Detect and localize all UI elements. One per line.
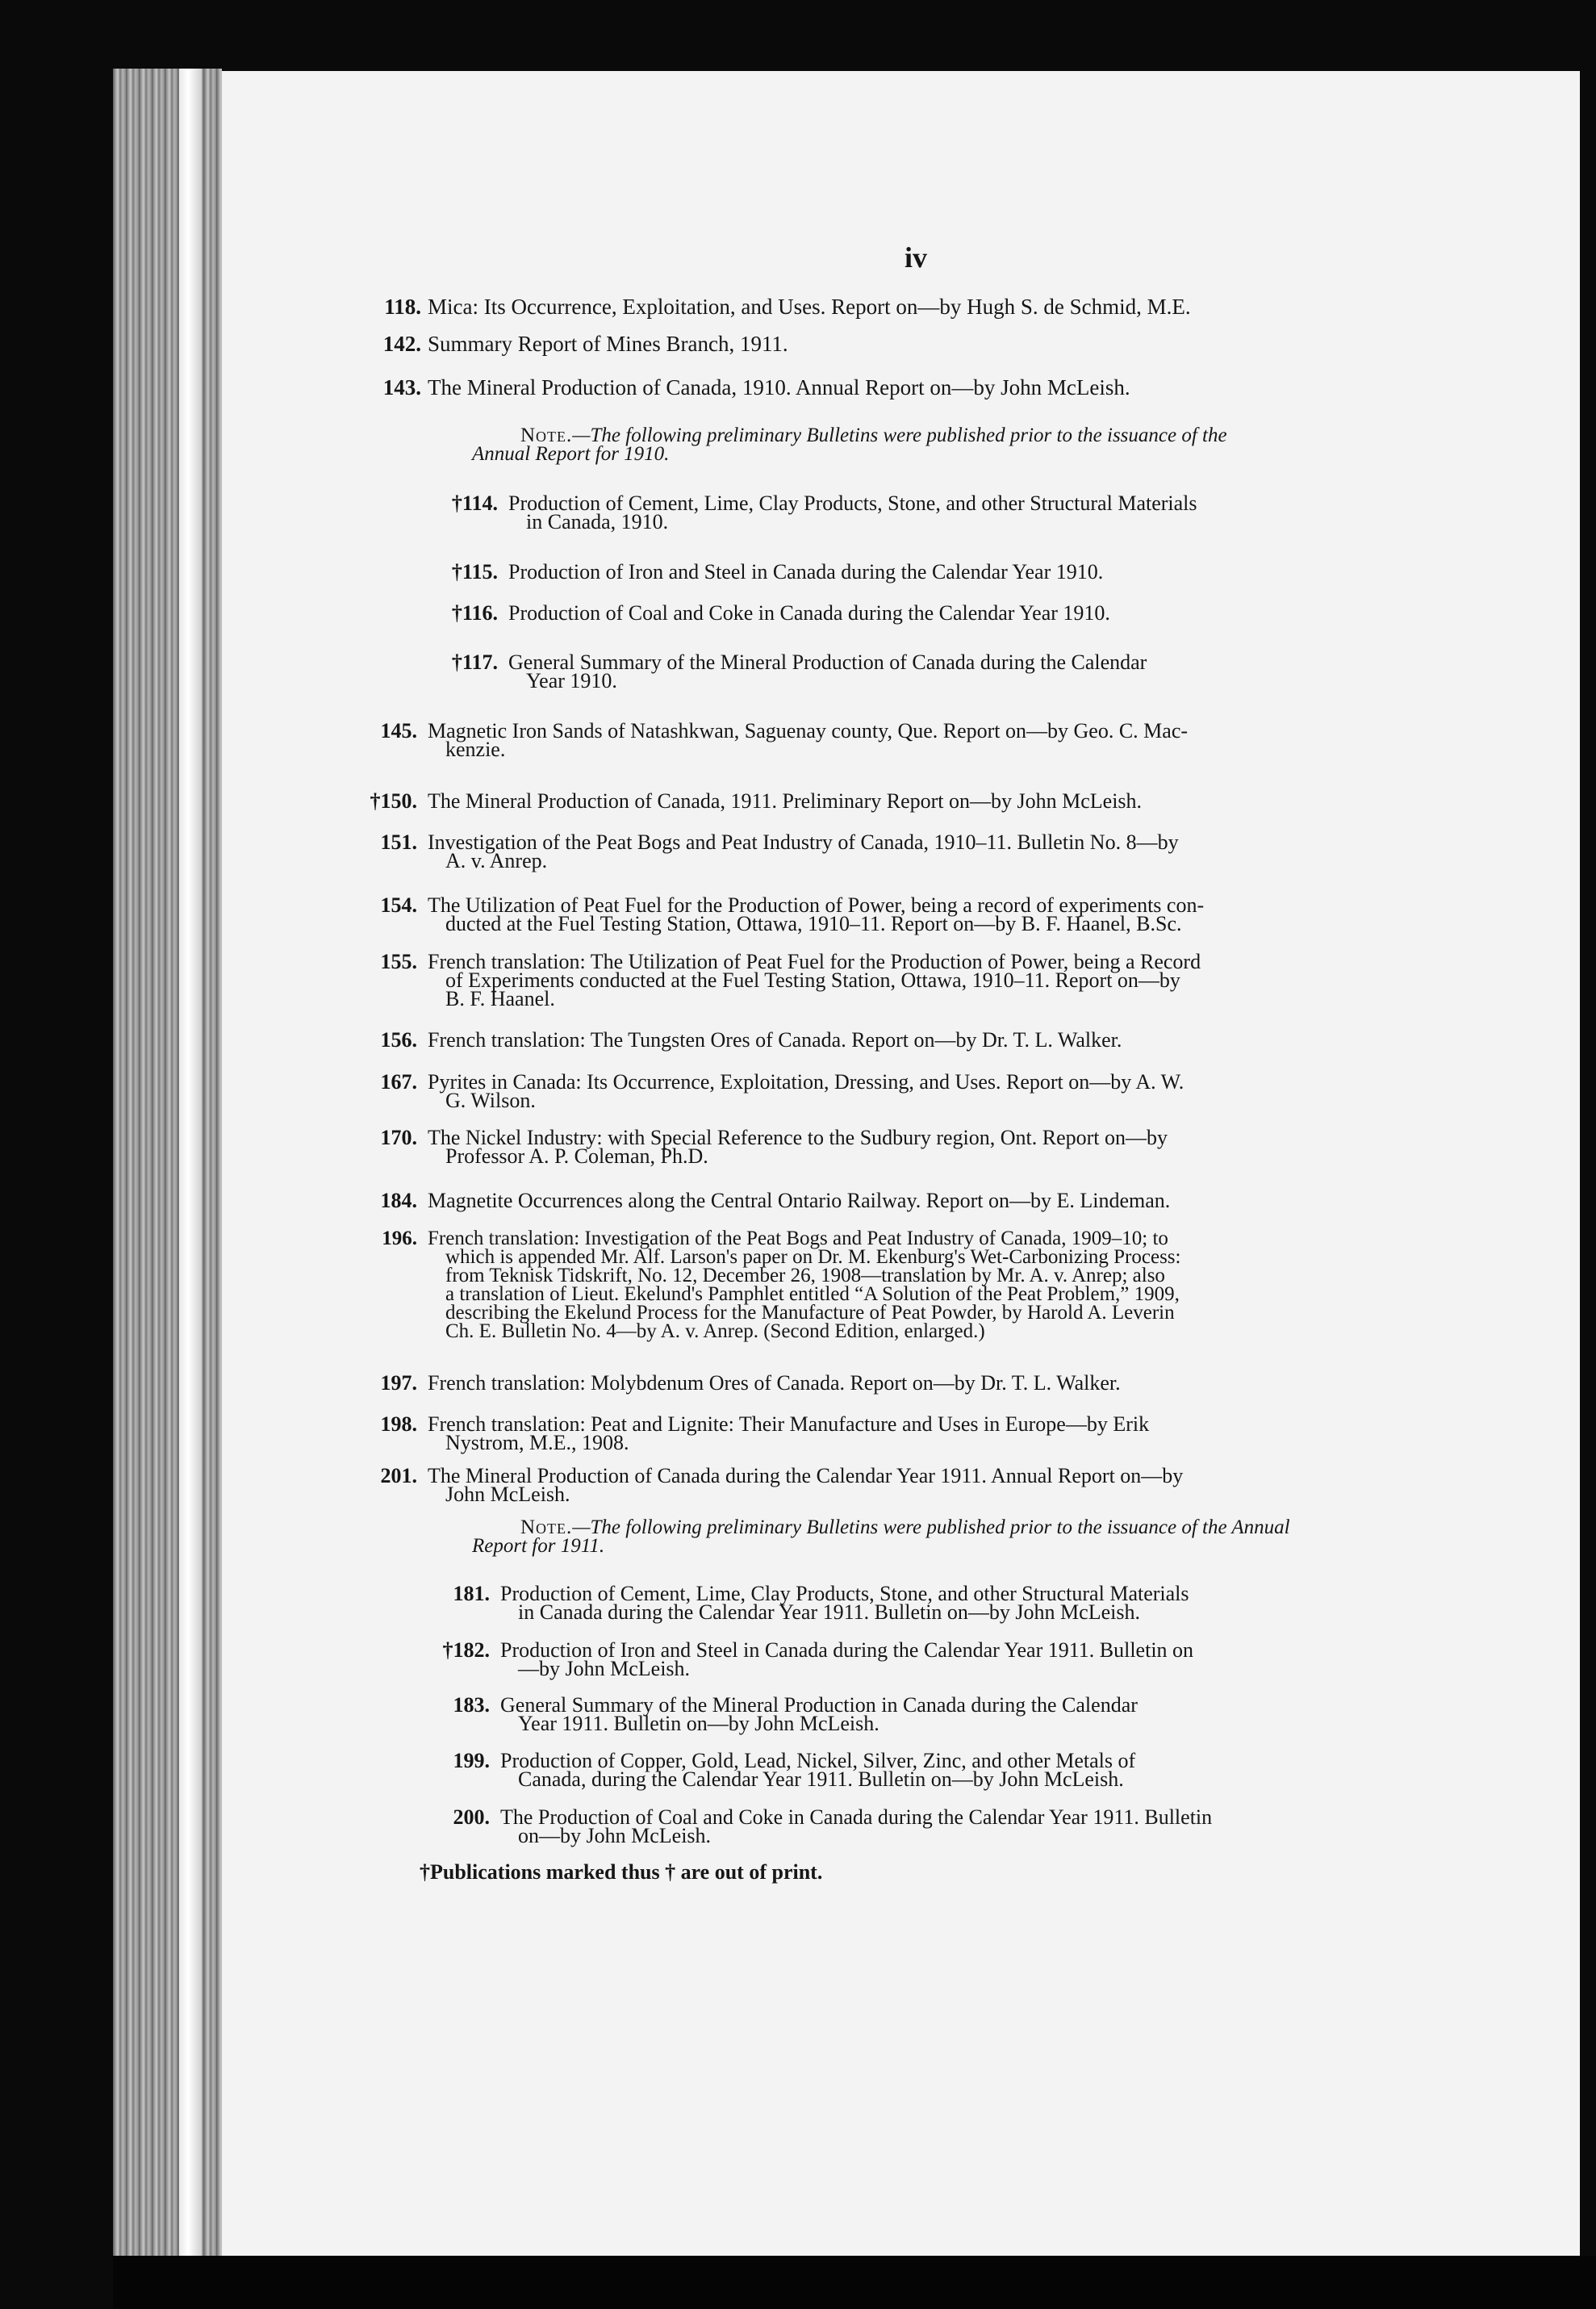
out-of-print-footnote: †Publications marked thus † are out of print. [420,1860,823,1884]
entry-text-line: Production of Iron and Steel in Canada during the Calendar Year 1911. Bulletin on [500,1638,1194,1662]
entry-text-line: of Experiments conducted at the Fuel Testing Station, Ottawa, 1910–11. Report on—by [445,968,1180,992]
entry-text-line: The Mineral Production of Canada during the Calendar Year 1911. Annual Report on—by [428,1464,1184,1487]
entry-number: 199. [453,1749,490,1772]
entry-text-line: Production of Cement, Lime, Clay Products, Stone, and other Structural Materials [500,1582,1189,1605]
note-first-line [520,1518,1290,1537]
entry-text-line: kenzie. [445,738,506,761]
entry-text-line: Nystrom, M.E., 1908. [445,1431,629,1454]
entry-text-line: The Nickel Industry: with Special Reference to the Sudbury region, Ont. Report on—by [428,1126,1168,1149]
entry-text-line: Magnetite Occurrences along the Central Ontario Railway. Report on—by E. Lindeman. [428,1189,1171,1212]
entry-text-line: B. F. Haanel. [445,987,555,1010]
entry-text-line: Production of Copper, Gold, Lead, Nickel, Silver, Zinc, and other Metals of [500,1749,1136,1772]
scan-border [113,2256,1596,2309]
entry-text-line: The Production of Coal and Coke in Canada during the Calendar Year 1911. Bulletin [500,1805,1213,1829]
entry-text-line: from Teknisk Tidskrift, No. 12, December 26, 1908—translation by Mr. A. v. Anrep; also [445,1265,1165,1286]
entry-text-line: Mica: Its Occurrence, Exploitation, and Uses. Report on—by Hugh S. de Schmid, M.E. [428,295,1191,319]
entry-number: †150. [370,789,417,813]
entry-number: 200. [453,1805,490,1829]
entry-text-line: A. v. Anrep. [445,849,548,872]
entry-text-line: French translation: The Utilization of Peat Fuel for the Production of Power, being a Record [428,950,1201,973]
entry-text-line: John McLeish. [445,1483,570,1506]
entry-number: 154. [380,893,417,917]
entry-text-line: G. Wilson. [445,1089,536,1112]
entry-text-line: Investigation of the Peat Bogs and Peat Industry of Canada, 1910–11. Bulletin No. 8—by [428,830,1179,854]
entry-text-line: Production of Cement, Lime, Clay Products, Stone, and other Structural Materials [508,491,1197,515]
entry-text-line: Ch. E. Bulletin No. 4—by A. v. Anrep. (Second Edition, enlarged.) [445,1320,985,1342]
entry-number: 155. [380,950,417,973]
entry-text-line: which is appended Mr. Alf. Larson's paper on Dr. M. Ekenburg's Wet-Carbonizing Process: [445,1246,1181,1268]
entry-number: 198. [380,1412,417,1436]
entry-text-line: Canada, during the Calendar Year 1911. Bulletin on—by John McLeish. [518,1767,1124,1791]
note-label: Note. [520,1516,573,1538]
entry-text-line: a translation of Lieut. Ekelund's Pamphlet entitled “A Solution of the Peat Problem,” 1909, [445,1283,1180,1305]
note-text: —The following preliminary Bulletins were published prior to the issuance of the [572,425,1227,446]
entry-text-line: General Summary of the Mineral Production of Canada during the Calendar [508,650,1147,674]
entry-text-line: Summary Report of Mines Branch, 1911. [428,332,788,356]
note-label: Note. [520,425,573,446]
entry-number: †117. [451,650,498,674]
note-text: —The following preliminary Bulletins were published prior to the issuance of the Annual [572,1516,1290,1538]
entry-text-line: French translation: The Tungsten Ores of Canada. Report on—by Dr. T. L. Walker. [428,1028,1122,1052]
entry-number: 167. [380,1070,417,1094]
entry-number: 181. [453,1582,490,1605]
entry-text-line: The Utilization of Peat Fuel for the Production of Power, being a record of experiments con- [428,893,1205,917]
entry-text-line: Year 1911. Bulletin on—by John McLeish. [518,1712,879,1735]
entry-number: 201. [380,1464,417,1487]
entry-text-line: ducted at the Fuel Testing Station, Ottawa, 1910–11. Report on—by B. F. Haanel, B.Sc. [445,912,1182,935]
entry-text-line: describing the Ekelund Process for the Manufacture of Peat Powder, by Harold A. Leverin [445,1302,1175,1324]
entry-text-line: Year 1910. [526,669,617,692]
note-text-line: Annual Report for 1910. [472,443,670,465]
entry-text-line: French translation: Investigation of the Peat Bogs and Peat Industry of Canada, 1909–10; to [428,1228,1168,1249]
entry-number: 118. [384,295,421,319]
publication-list [222,71,1580,2258]
page-gutter [113,69,222,2260]
entry-text-line: in Canada during the Calendar Year 1911. Bulletin on—by John McLeish. [518,1600,1140,1624]
entry-number: 184. [380,1189,417,1212]
entry-number: 145. [380,719,417,742]
entry-number: 143. [382,375,421,399]
document-page [222,71,1580,2258]
entry-number: 170. [380,1126,417,1149]
entry-text-line: —by John McLeish. [518,1657,691,1680]
entry-text-line: General Summary of the Mineral Production in Canada during the Calendar [500,1693,1138,1717]
entry-number: 197. [380,1371,417,1395]
entry-number: 196. [382,1228,417,1249]
entry-text-line: French translation: Molybdenum Ores of Canada. Report on—by Dr. T. L. Walker. [428,1371,1121,1395]
entry-text-line: Magnetic Iron Sands of Natashkwan, Saguenay county, Que. Report on—by Geo. C. Mac- [428,719,1189,742]
entry-text-line: Professor A. P. Coleman, Ph.D. [445,1144,708,1168]
entry-text-line: Pyrites in Canada: Its Occurrence, Exploitation, Dressing, and Uses. Report on—by A. W. [428,1070,1184,1094]
entry-number: †182. [442,1638,490,1662]
entry-number: †114. [451,491,498,515]
entry-text-line: Production of Iron and Steel in Canada during the Calendar Year 1910. [508,560,1104,584]
entry-text-line: The Mineral Production of Canada, 1911. Preliminary Report on—by John McLeish. [428,789,1143,813]
entry-number: 142. [382,332,421,356]
entry-number: 151. [380,830,417,854]
entry-text-line: in Canada, 1910. [526,510,669,533]
page-gutter-highlight [179,69,202,2260]
entry-text-line: Production of Coal and Coke in Canada during the Calendar Year 1910. [508,601,1110,625]
entry-number: †115. [451,560,498,584]
page-number: iv [904,241,927,274]
note-text-line: Report for 1911. [472,1535,605,1557]
entry-text-line: on—by John McLeish. [518,1824,712,1847]
entry-number: †116. [451,601,498,625]
entry-number: 156. [380,1028,417,1052]
entry-text-line: French translation: Peat and Lignite: Their Manufacture and Uses in Europe—by Erik [428,1412,1150,1436]
entry-text-line: The Mineral Production of Canada, 1910. Annual Report on—by John McLeish. [428,375,1130,399]
entry-number: 183. [453,1693,490,1717]
